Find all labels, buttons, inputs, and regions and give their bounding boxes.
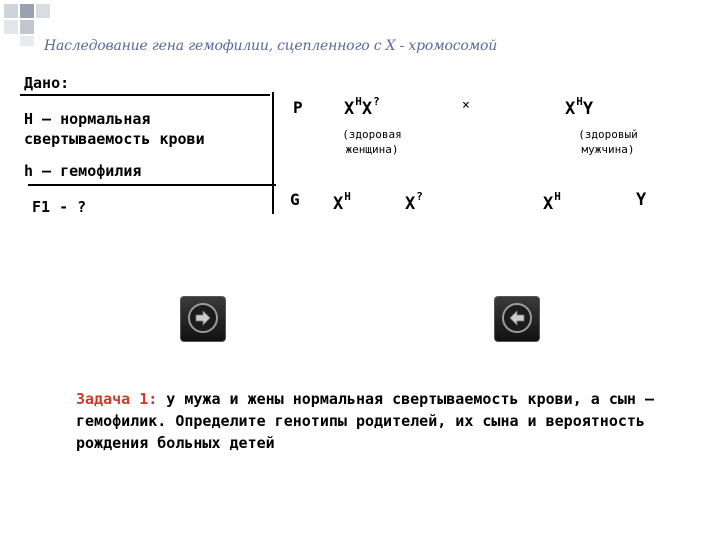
- gamete-mother-2: X?: [405, 190, 423, 214]
- given-divider: [28, 184, 276, 186]
- given-line-coagulation: свертываемость крови: [24, 130, 205, 148]
- task-body: у мужа и жены нормальная свертываемость крови, а сын – гемофилик. Определите генотипы родителей, их сына и вероятность рождения больных детей: [76, 390, 654, 452]
- slide-title: Наследование гена гемофилии, сцепленного с Х - хромосомой: [44, 38, 498, 54]
- arrow-right-icon: [188, 303, 218, 333]
- p-label: Р: [293, 98, 303, 117]
- g-label: G: [290, 190, 300, 209]
- task-lead: Задача 1:: [76, 390, 158, 408]
- gamete-father-2: Y: [636, 190, 647, 210]
- given-line-f1: F1 - ?: [32, 198, 87, 216]
- given-heading: Дано:: [24, 74, 70, 92]
- mother-note: (здоровая женщина): [342, 128, 402, 156]
- task-text: [76, 388, 656, 454]
- next-slide-button[interactable]: [180, 296, 226, 342]
- given-line-normal: Н – нормальная: [24, 110, 151, 128]
- given-vertical-divider: [272, 92, 274, 214]
- mother-genotype: $X^HX^?$: [344, 95, 380, 119]
- given-line-hemophilia: h – гемофилия: [24, 162, 142, 180]
- arrow-left-icon: [502, 303, 532, 333]
- prev-slide-button[interactable]: [494, 296, 540, 342]
- cross-sign: ×: [462, 98, 470, 113]
- father-note: (здоровый мужчина): [578, 128, 638, 156]
- given-underline: [20, 94, 270, 96]
- father-genotype: $X^HY$: [565, 95, 594, 119]
- gamete-father-1: $X^H$: [543, 190, 561, 214]
- gamete-mother-1: $X^H$: [333, 190, 351, 214]
